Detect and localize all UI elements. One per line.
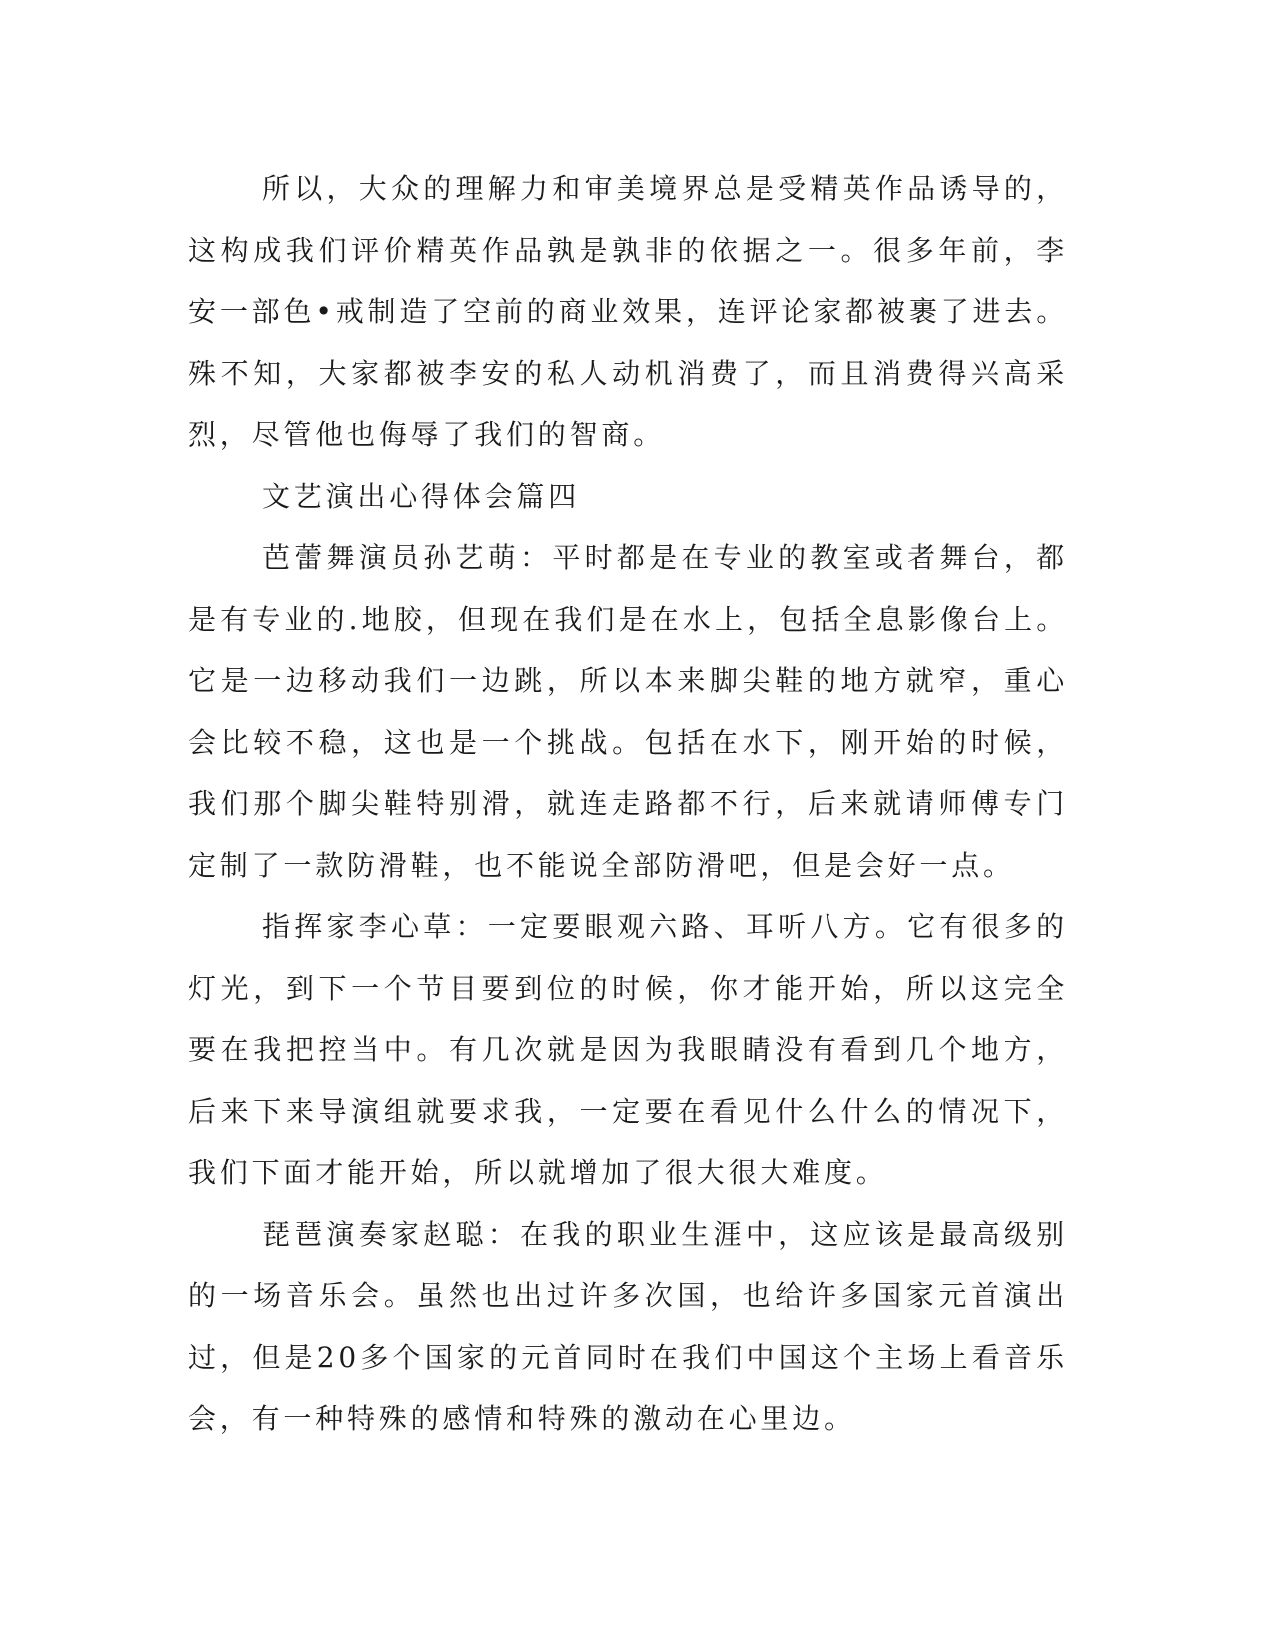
paragraph-aesthetic-guidance: 所以，大众的理解力和审美境界总是受精英作品诱导的，这构成我们评价精英作品孰是孰非的依据之一。很多年前，李安一部色•戒制造了空前的商业效果，连评论家都被裹了进去。殊不知，大家都被李安的私人动机消费了，而且消费得兴高采烈，尽管他也侮辱了我们的智商。 <box>188 172 1068 451</box>
paragraph-ballet-dancer: 芭蕾舞演员孙艺萌：平时都是在专业的教室或者舞台，都是有专业的.地胶，但现在我们是在水上，包括全息影像台上。它是一边移动我们一边跳，所以本来脚尖鞋的地方就窄，重心会比较不稳，这也是一个挑战。包括在水下，刚开始的时候，我们那个脚尖鞋特别滑，就连走路都不行，后来就请师傅专门定制了一款防滑鞋，也不能说全部防滑吧，但是会好一点。 <box>188 541 1068 882</box>
document-body <box>188 158 1068 1450</box>
section-heading: 文艺演出心得体会篇四 <box>262 479 581 513</box>
paragraph-pipa-player: 琵琶演奏家赵聪：在我的职业生涯中，这应该是最高级别的一场音乐会。虽然也出过许多次国，也给许多国家元首演出过，但是20多个国家的元首同时在我们中国这个主场上看音乐会，有一种特殊的感情和特殊的激动在心里边。 <box>188 1217 1068 1435</box>
paragraph-conductor: 指挥家李心草：一定要眼观六路、耳听八方。它有很多的灯光，到下一个节目要到位的时候，你才能开始，所以这完全要在我把控当中。有几次就是因为我眼睛没有看到几个地方，后来下来导演组就要求我，一定要在看见什么什么的情况下，我们下面才能开始，所以就增加了很大很大难度。 <box>188 910 1068 1189</box>
